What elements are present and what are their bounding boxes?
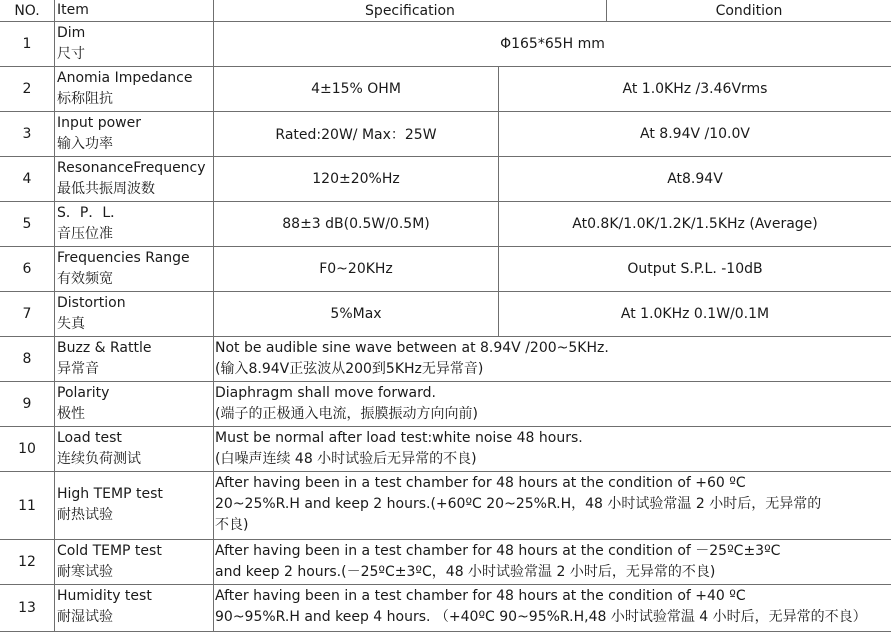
item-name-en: Cold TEMP test xyxy=(57,543,162,559)
specification-cell: F0~20KHz xyxy=(213,247,498,291)
description-cell xyxy=(213,540,891,584)
row-number: 11 xyxy=(18,497,36,514)
description-line: (白噪声连续 48 小时试验后无异常的不良) xyxy=(215,451,477,467)
header-row xyxy=(0,0,891,22)
item-name-cn: 尺寸 xyxy=(57,46,85,62)
item-name-en: S．P．L． xyxy=(57,205,125,221)
row-number: 13 xyxy=(18,600,36,616)
item-name-en: Distortion xyxy=(57,295,126,311)
item-name-en: Polarity xyxy=(57,385,110,401)
description-cell xyxy=(213,382,891,426)
description-line: (输入8.94V正弦波从200到5KHz无异常音) xyxy=(215,361,484,377)
description-line: Not be audible sine wave between at 8.94V /200~5KHz. xyxy=(215,340,609,356)
header-condition: Condition xyxy=(606,0,891,21)
row-number: 9 xyxy=(22,396,32,412)
description-line: Diaphragm shall move forward. xyxy=(215,385,436,401)
item-name-en: Buzz & Rattle xyxy=(57,340,152,356)
item-name-en: ResonanceFrequency xyxy=(57,160,206,176)
specification-cell: 120±20%Hz xyxy=(213,157,498,201)
table-row xyxy=(0,427,891,472)
description-line: 20~25%R.H and keep 2 hours.(+60ºC 20~25%R.H，48 小时试验常温 2 小时后，无异常的 xyxy=(215,496,822,512)
row-number: 1 xyxy=(22,36,32,52)
condition-cell: At8.94V xyxy=(498,157,891,201)
item-name-cn: 最低共振周波数 xyxy=(57,181,155,197)
table-row xyxy=(0,202,891,247)
row-number: 3 xyxy=(22,126,32,142)
row-number: 2 xyxy=(22,81,32,97)
specification-cell: 4±15% OHM xyxy=(213,67,498,111)
row-number: 4 xyxy=(22,171,32,187)
row-number: 8 xyxy=(22,351,32,367)
description-line: and keep 2 hours.(－25ºC±3ºC，48 小时试验常温 2 小时后，无异常的不良) xyxy=(215,564,716,580)
item-name xyxy=(54,540,213,584)
table-row xyxy=(0,472,891,540)
table-row xyxy=(0,292,891,337)
item-name xyxy=(54,247,213,291)
row-number: 6 xyxy=(22,261,32,277)
item-name xyxy=(54,112,213,156)
item-name xyxy=(54,67,213,111)
description-cell xyxy=(213,472,891,539)
item-name-en: High TEMP test xyxy=(57,486,163,502)
specification-cell: 88±3 dB(0.5W/0.5M) xyxy=(213,202,498,246)
item-name xyxy=(54,157,213,201)
condition-cell: Output S.P.L. -10dB xyxy=(498,247,891,291)
table-row xyxy=(0,247,891,292)
description-cell xyxy=(213,585,891,631)
description-line: After having been in a test chamber for 48 hours at the condition of +60 ºC xyxy=(215,475,746,491)
item-name-cn: 耐热试验 xyxy=(57,507,113,523)
item-name-en: Load test xyxy=(57,430,122,446)
item-name xyxy=(54,472,213,539)
row-number: 10 xyxy=(18,441,36,457)
item-name-cn: 耐寒试验 xyxy=(57,564,113,580)
row-number: 12 xyxy=(18,554,36,570)
table-row xyxy=(0,157,891,202)
item-name-cn: 连续负荷测试 xyxy=(57,451,141,467)
description-line: (端子的正极通入电流，振膜振动方向向前) xyxy=(215,406,478,422)
item-name-cn: 输入功率 xyxy=(57,136,113,152)
specification-cell: Rated:20W/ Max：25W xyxy=(213,112,498,156)
table-row xyxy=(0,337,891,382)
table-row xyxy=(0,67,891,112)
item-name-cn: 异常音 xyxy=(57,361,99,377)
item-name-en: Anomia Impedance xyxy=(57,70,193,86)
header-item: Item xyxy=(54,0,213,21)
item-name xyxy=(54,427,213,471)
item-name-cn: 音压位准 xyxy=(57,226,113,242)
description-line: 不良) xyxy=(215,517,249,533)
description-cell xyxy=(213,427,891,471)
item-name-cn: 标称阻抗 xyxy=(57,91,113,107)
description-line: Must be normal after load test:white noise 48 hours. xyxy=(215,430,583,446)
description-line: After having been in a test chamber for 48 hours at the condition of +40 ºC xyxy=(215,588,746,604)
item-name xyxy=(54,202,213,246)
condition-cell: At 1.0KHz /3.46Vrms xyxy=(498,67,891,111)
item-name xyxy=(54,22,213,66)
table-row xyxy=(0,540,891,585)
specification-cell: 5%Max xyxy=(213,292,498,336)
item-name xyxy=(54,585,213,631)
description-line: After having been in a test chamber for 48 hours at the condition of －25ºC±3ºC xyxy=(215,543,781,559)
description-cell xyxy=(213,337,891,381)
table-row xyxy=(0,112,891,157)
table-row xyxy=(0,382,891,427)
condition-cell: At 1.0KHz 0.1W/0.1M xyxy=(498,292,891,336)
item-name-cn: 耐湿试验 xyxy=(57,609,113,625)
item-name-cn: 有效频宽 xyxy=(57,271,113,287)
item-name-en: Humidity test xyxy=(57,588,152,604)
item-name-cn: 极性 xyxy=(57,406,85,422)
item-name xyxy=(54,337,213,381)
item-name-en: Frequencies Range xyxy=(57,250,190,266)
row-number: 5 xyxy=(22,216,32,232)
item-name xyxy=(54,292,213,336)
header-specification: Specification xyxy=(213,0,606,21)
specification-cell: Φ165*65H mm xyxy=(213,22,891,66)
condition-cell: At 8.94V /10.0V xyxy=(498,112,891,156)
item-name-en: Input power xyxy=(57,115,141,131)
table-row xyxy=(0,22,891,67)
row-number: 7 xyxy=(22,306,32,322)
item-name-cn: 失真 xyxy=(57,316,85,332)
table-row xyxy=(0,585,891,632)
header-no: NO. xyxy=(14,2,40,19)
item-name xyxy=(54,382,213,426)
condition-cell: At0.8K/1.0K/1.2K/1.5KHz (Average) xyxy=(498,202,891,246)
description-line: 90~95%R.H and keep 4 hours. （+40ºC 90~95%R.H,48 小时试验常温 4 小时后，无异常的不良） xyxy=(215,609,867,625)
item-name-en: Dim xyxy=(57,25,86,41)
